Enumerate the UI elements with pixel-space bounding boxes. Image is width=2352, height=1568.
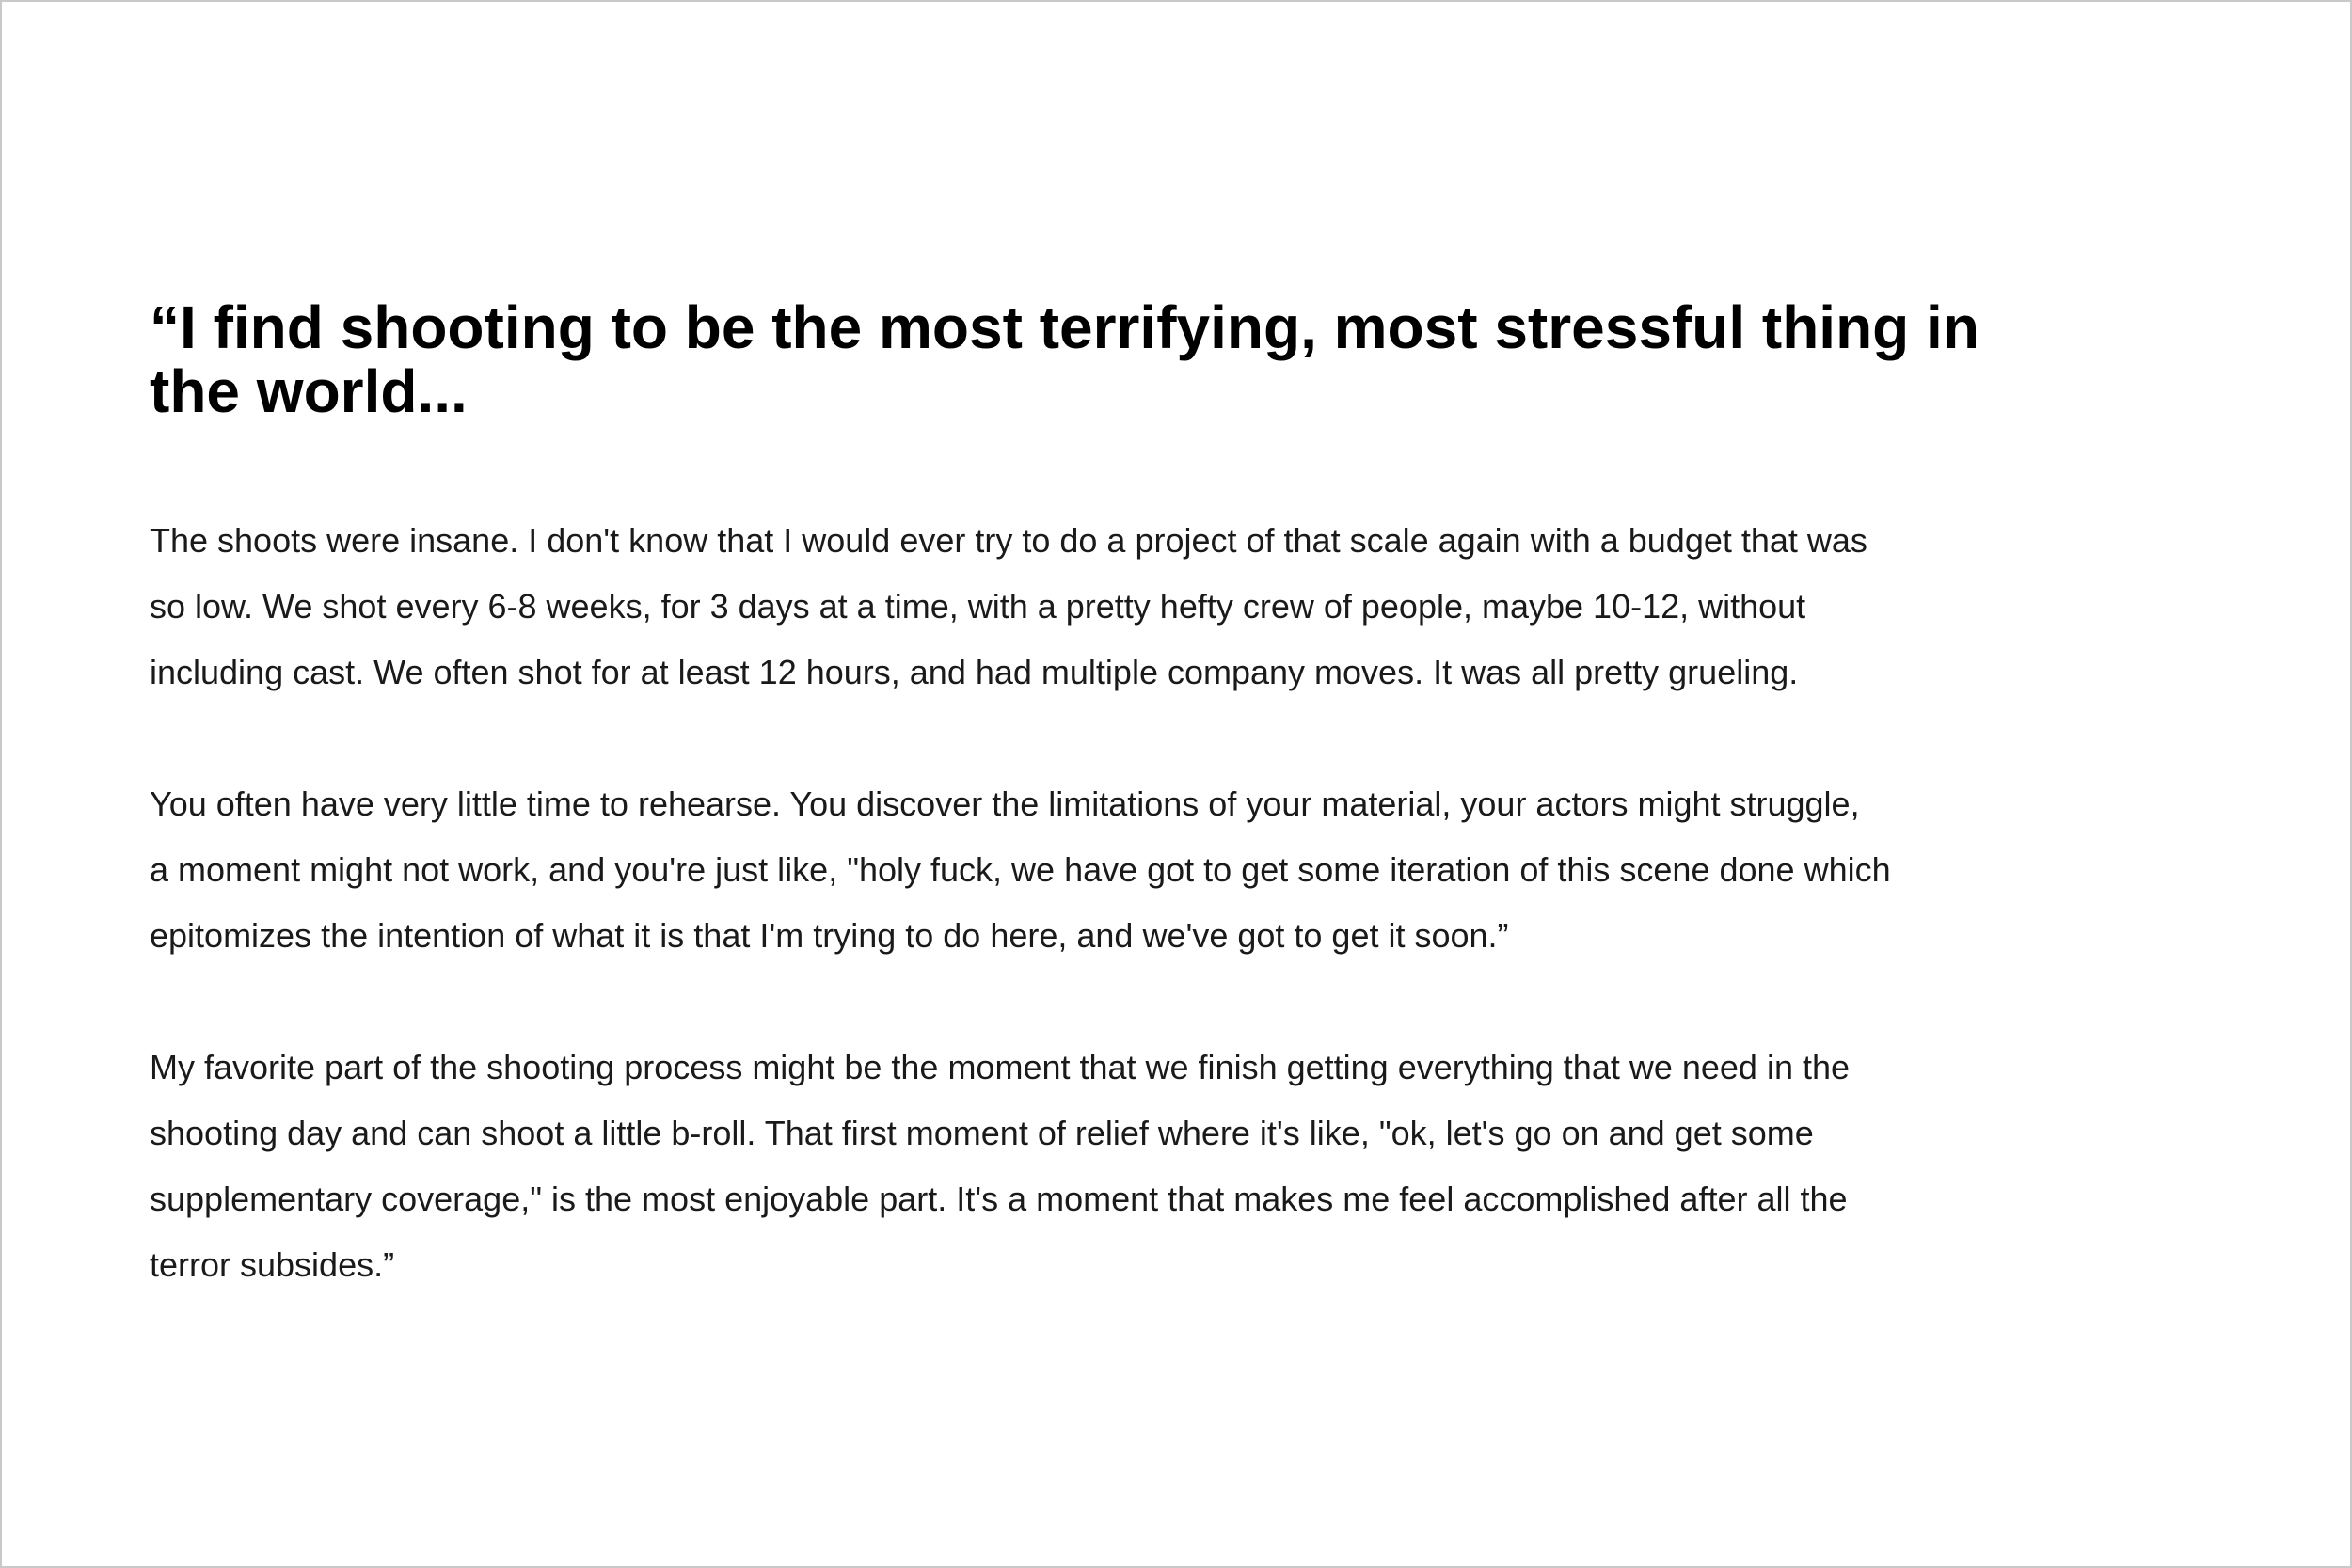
- body-paragraph-1: [150, 508, 2276, 705]
- body-paragraph-3: [150, 1035, 2276, 1298]
- article-content: [150, 295, 2276, 1298]
- paragraph-line: supplementary coverage," is the most enjoyable part. It's a moment that makes me feel accomplished after all the: [150, 1180, 1848, 1218]
- headline-line: the world...: [150, 357, 468, 425]
- paragraph-line: including cast. We often shot for at least 12 hours, and had multiple company moves. It was all pretty grueling.: [150, 653, 1799, 691]
- paragraph-line: My favorite part of the shooting process might be the moment that we finish getting everything that we need in the: [150, 1048, 1851, 1086]
- headline-line: “I find shooting to be the most terrifying, most stressful thing in: [150, 293, 1979, 361]
- paragraph-line: so low. We shot every 6-8 weeks, for 3 days at a time, with a pretty hefty crew of people, maybe 10-12, without: [150, 587, 1806, 626]
- paragraph-line: a moment might not work, and you're just like, "holy fuck, we have got to get some iteration of this scene done which: [150, 850, 1891, 889]
- paragraph-line: terror subsides.”: [150, 1245, 395, 1284]
- body-paragraph-2: [150, 771, 2276, 969]
- paragraph-line: shooting day and can shoot a little b-roll. That first moment of relief where it's like, "ok, let's go on and get some: [150, 1114, 1814, 1152]
- paragraph-line: You often have very little time to rehearse. You discover the limitations of your material, your actors might struggle,: [150, 784, 1860, 823]
- paragraph-line: The shoots were insane. I don't know that I would ever try to do a project of that scale again with a budget that was: [150, 521, 1867, 560]
- paragraph-line: epitomizes the intention of what it is that I'm trying to do here, and we've got to get it soon.”: [150, 916, 1509, 955]
- pull-quote-headline: [150, 295, 2276, 423]
